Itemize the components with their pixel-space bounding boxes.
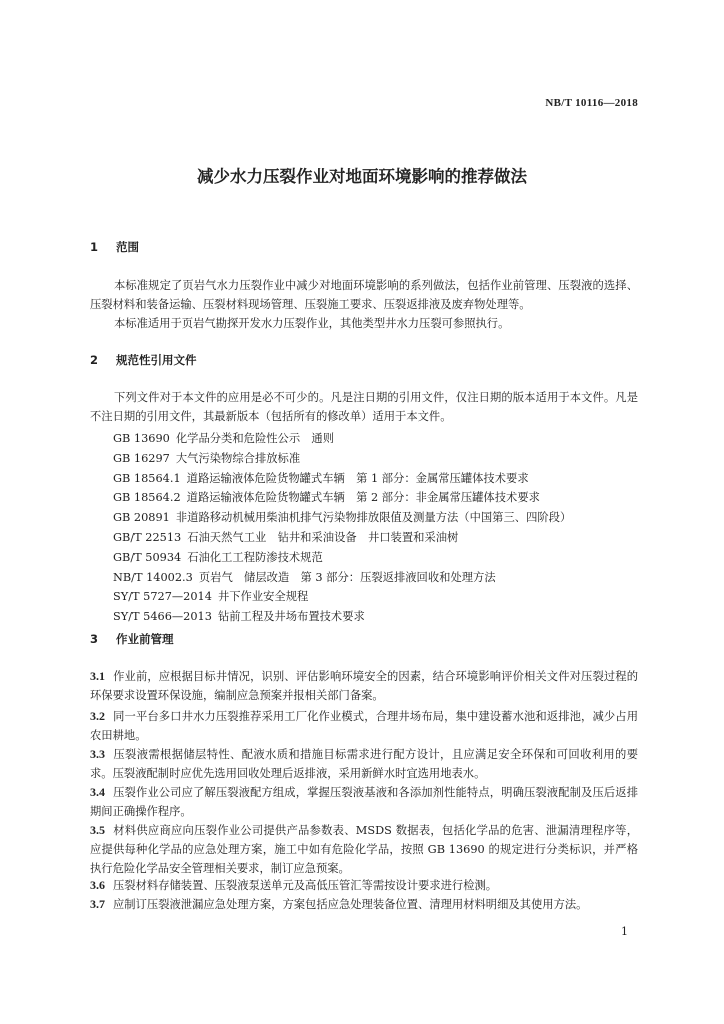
section-number: 2: [90, 353, 99, 367]
clause-number: 3.7: [90, 897, 105, 911]
section-title: 范围: [116, 240, 140, 254]
clause-3-4: [90, 783, 638, 821]
scope-paragraph-1: 本标准规定了页岩气水力压裂作业中减少对地面环境影响的系列做法，包括作业前管理、压裂液的选择、压裂材料和装备运输、压裂材料现场管理、压裂施工要求、压裂返排液及废弃物处理等。: [90, 279, 638, 311]
clause-3-1: [90, 667, 638, 705]
clause-number: 3.5: [90, 823, 105, 837]
clause-3-6: [90, 876, 638, 895]
reference-item: NB/T 14002.3 页岩气 储层改造 第 3 部分：压裂返排液回收和处理方法: [113, 570, 496, 584]
section-2-heading: [90, 352, 197, 368]
clause-text: 材料供应商应向压裂作业公司提供产品参数表、MSDS 数据表，包括化学品的危害、泄漏清理程序等，应提供每种化学品的应急处理方案，施工中如有危险化学品，按照 GB 13690 的规定进行分类标识，并严格执行危险化学品安全管理相关要求，制订应急预案。: [90, 824, 638, 875]
clause-3-2: [90, 707, 638, 745]
section-number: 1: [90, 240, 99, 254]
reference-item: GB/T 50934 石油化工工程防渗技术规范: [113, 550, 323, 564]
clause-text: 同一平台多口井水力压裂推荐采用工厂化作业模式，合理井场布局，集中建设蓄水池和返排池，减少占用农田耕地。: [90, 710, 638, 742]
clause-text: 压裂材料存储装置、压裂液泵送单元及高低压管汇等需按设计要求进行检测。: [113, 879, 498, 892]
section-title: 作业前管理: [116, 632, 174, 646]
document-title: 减少水力压裂作业对地面环境影响的推荐做法: [197, 167, 527, 186]
reference-item: GB 20891 非道路移动机械用柴油机排气污染物排放限值及测量方法（中国第三、四阶段）: [113, 511, 572, 525]
reference-list: [113, 429, 653, 627]
reference-item: SY/T 5466—2013 钻前工程及井场布置技术要求: [113, 610, 365, 624]
section-3-heading: [90, 631, 174, 647]
reference-item: GB 18564.1 道路运输液体危险货物罐式车辆 第 1 部分：金属常压罐体技术要求: [113, 471, 529, 485]
clause-text: 压裂作业公司应了解压裂液配方组成，掌握压裂液基液和各添加剂性能特点，明确压裂液配制及压后返排期间正确操作程序。: [90, 786, 638, 818]
references-intro: 下列文件对于本文件的应用是必不可少的。凡是注日期的引用文件，仅注日期的版本适用于本文件。凡是不注日期的引用文件，其最新版本（包括所有的修改单）适用于本文件。: [90, 391, 638, 423]
scope-paragraph-2: 本标准适用于页岩气勘探开发水力压裂作业，其他类型井水力压裂可参照执行。: [114, 317, 510, 330]
clause-3-3: [90, 745, 638, 783]
clause-text: 应制订压裂液泄漏应急处理方案，方案包括应急处理装备位置、清理用材料明细及其使用方法。: [113, 898, 588, 911]
standard-code: NB/T 10116—2018: [545, 97, 638, 109]
section-number: 3: [90, 632, 99, 646]
reference-item: GB 16297 大气污染物综合排放标准: [113, 451, 301, 465]
section-title: 规范性引用文件: [116, 353, 197, 367]
section-1-heading: [90, 239, 139, 255]
clause-3-7: [90, 895, 638, 914]
clause-number: 3.2: [90, 709, 105, 723]
clause-number: 3.6: [90, 878, 105, 892]
clause-number: 3.3: [90, 747, 105, 761]
clause-text: 压裂液需根据储层特性、配液水质和措施目标需求进行配方设计，且应满足安全环保和可回收利用的要求。压裂液配制时应优先选用回收处理后返排液，采用新鲜水时宜选用地表水。: [90, 748, 638, 780]
clause-number: 3.1: [90, 669, 105, 683]
clause-number: 3.4: [90, 785, 105, 799]
reference-item: SY/T 5727—2014 井下作业安全规程: [113, 590, 309, 604]
reference-item: GB 13690 化学品分类和危险性公示 通则: [113, 432, 335, 445]
clause-text: 作业前，应根据目标井情况，识别、评估影响环境安全的因素，结合环境影响评价相关文件对压裂过程的环保要求设置环保设施，编制应急预案并报相关部门备案。: [90, 670, 638, 702]
reference-item: GB/T 22513 石油天然气工业 钻井和采油设备 井口装置和采油树: [113, 530, 459, 544]
clause-3-5: [90, 821, 638, 878]
page-number: 1: [621, 925, 628, 938]
reference-item: GB 18564.2 道路运输液体危险货物罐式车辆 第 2 部分：非金属常压罐体技术要求: [113, 491, 540, 505]
